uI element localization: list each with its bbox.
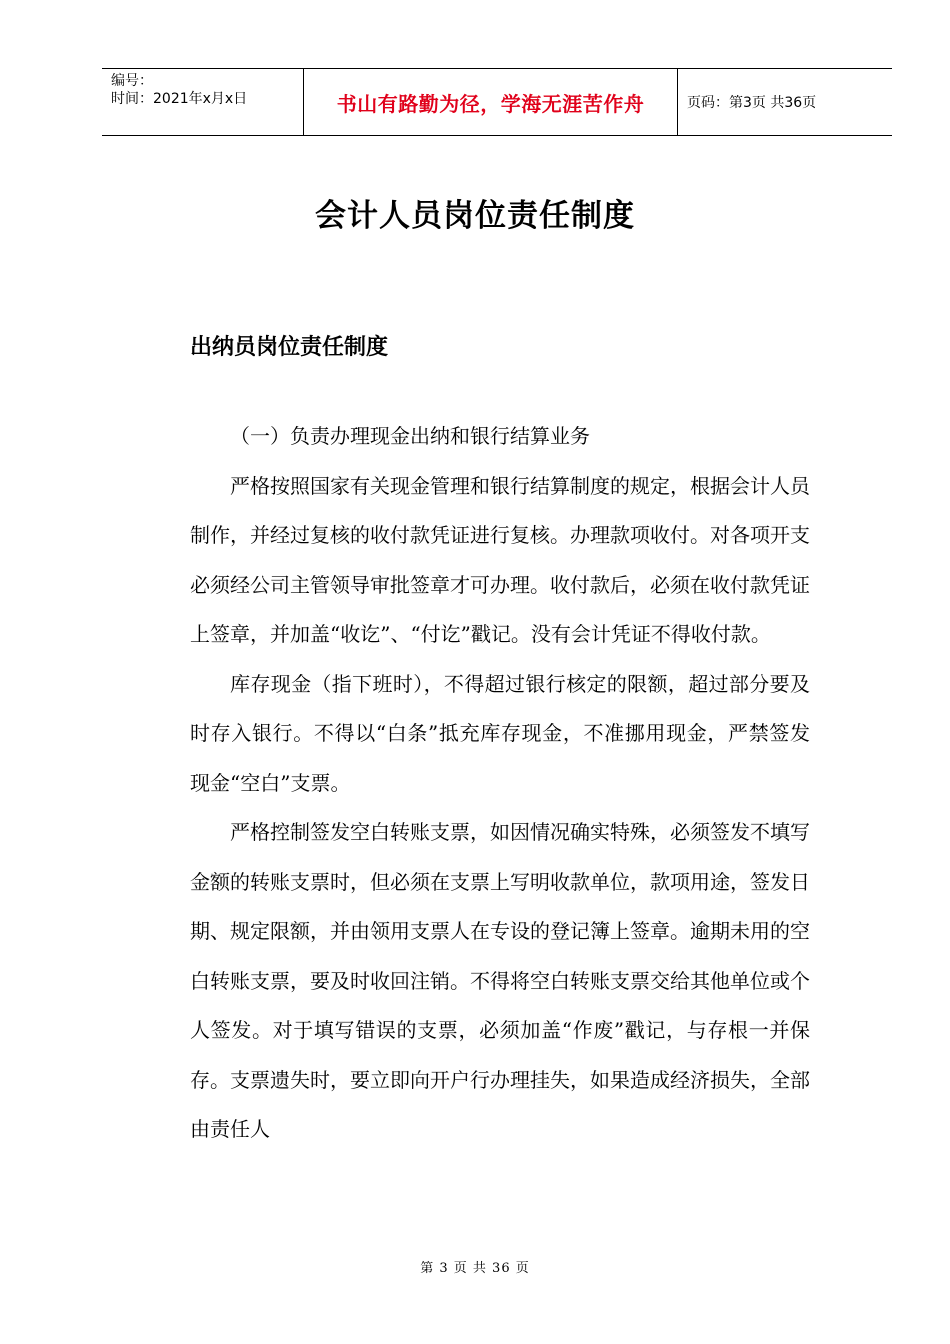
section-title: 出纳员岗位责任制度 (190, 335, 389, 360)
page-footer: 第 3 页 共 36 页 (420, 1261, 530, 1276)
paragraph: 严格按照国家有关现金管理和银行结算制度的规定，根据会计人员制作，并经过复核的收付款凭证进行复核。办理款项收付。对各项开支必须经公司主管领导审批签章才可办理。收付款后，必须在收付款凭证上签章，并加盖“收讫”、“付讫”戳记。没有会计凭证不得收付款。 (190, 473, 810, 646)
number-label: 编号： (111, 73, 153, 89)
date-label: 时间：2021年x月x日 (111, 91, 248, 107)
document-title: 会计人员岗位责任制度 (315, 198, 635, 234)
header-slogan: 书山有路勤为径，学海无涯苦作舟 (304, 69, 678, 135)
document-body (190, 412, 810, 1155)
subsection-heading: （一）负责办理现金出纳和银行结算业务 (230, 424, 590, 448)
header-meta (102, 69, 304, 135)
paragraph: 库存现金（指下班时），不得超过银行核定的限额，超过部分要及时存入银行。不得以“白条”抵充库存现金，不准挪用现金，严禁签发现金“空白”支票。 (190, 671, 810, 795)
paragraph: 严格控制签发空白转账支票，如因情况确实特殊，必须签发不填写金额的转账支票时，但必须在支票上写明收款单位，款项用途，签发日期、规定限额，并由领用支票人在专设的登记簿上签章。逾期未用的空白转账支票，要及时收回注销。不得将空白转账支票交给其他单位或个人签发。对于填写错误的支票，必须加盖“作废”戳记，与存根一并保存。支票遗失时，要立即向开户行办理挂失，如果造成经济损失，全部由责任人 (190, 820, 810, 1141)
document-header (102, 68, 892, 136)
header-page-info: 页码：第3页 共36页 (687, 95, 817, 111)
